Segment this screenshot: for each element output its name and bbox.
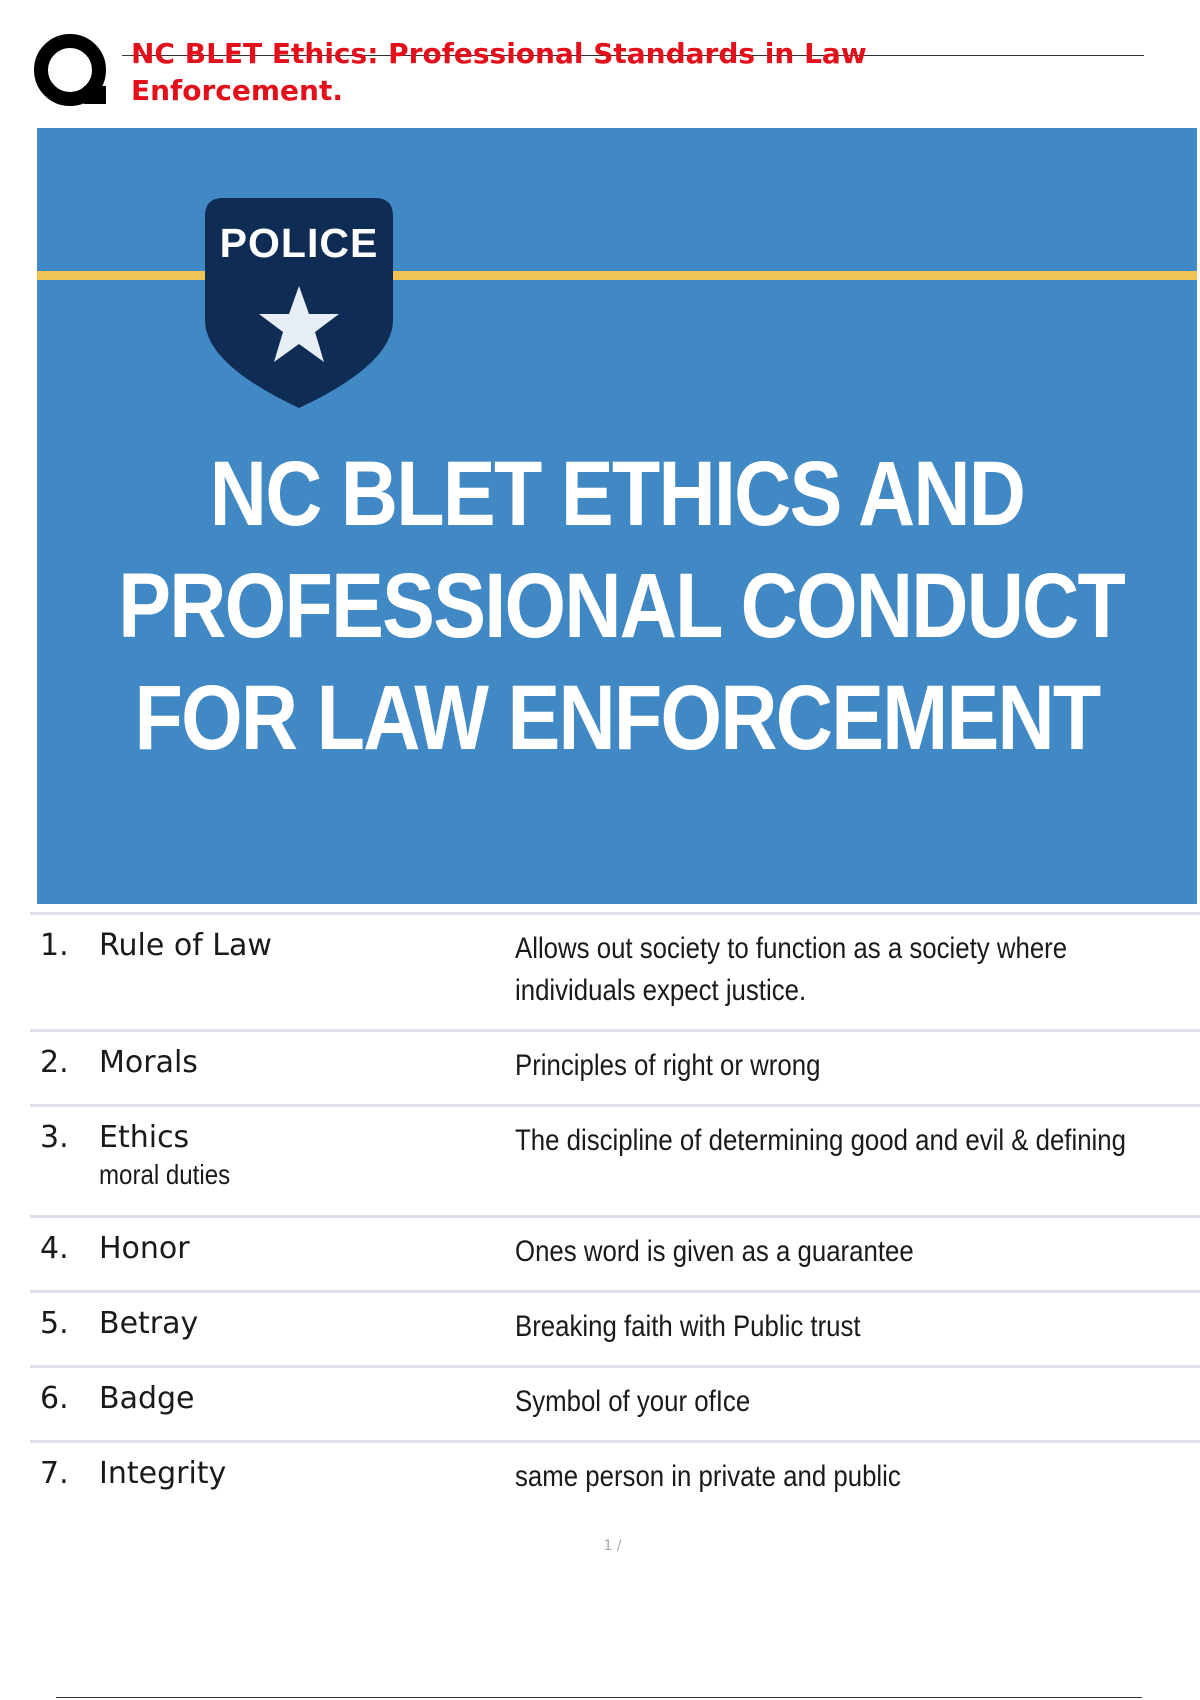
police-badge bbox=[205, 198, 393, 408]
term-definition bbox=[515, 1045, 1175, 1087]
term-name-continued: moral duties bbox=[99, 1159, 231, 1190]
term-number: 6. bbox=[40, 1381, 69, 1416]
term-row bbox=[30, 1368, 1200, 1443]
term-definition bbox=[515, 1381, 1175, 1423]
term-number: 5. bbox=[40, 1306, 69, 1341]
term-definition bbox=[515, 1231, 1175, 1273]
q-logo-icon bbox=[32, 32, 112, 112]
document-header bbox=[32, 32, 1142, 112]
definition-line: Allows out society to function as a society where bbox=[515, 932, 1068, 965]
definition-line: same person in private and public bbox=[515, 1460, 901, 1493]
term-number: 4. bbox=[40, 1231, 69, 1266]
page-marker: 1 / bbox=[603, 1538, 622, 1554]
banner-heading-line: PROFESSIONAL CONDUCT bbox=[118, 555, 1125, 657]
term-definition bbox=[515, 1120, 1175, 1162]
definition-line: individuals expect justice. bbox=[515, 974, 807, 1007]
footer-rule bbox=[56, 1697, 1142, 1698]
banner-heading-line: NC BLET ETHICS AND bbox=[209, 443, 1025, 545]
term-row bbox=[30, 1293, 1200, 1368]
banner-heading bbox=[118, 438, 1125, 774]
term-name: Rule of Law bbox=[99, 928, 272, 963]
term-name: Integrity bbox=[99, 1456, 227, 1491]
banner-heading-line: FOR LAW ENFORCEMENT bbox=[134, 667, 1100, 769]
definition-line: Principles of right or wrong bbox=[515, 1049, 821, 1082]
term-row bbox=[30, 1032, 1200, 1107]
terms-table bbox=[30, 912, 1200, 1515]
definition-line: Ones word is given as a guarantee bbox=[515, 1235, 914, 1268]
term-name: Betray bbox=[99, 1306, 199, 1341]
document-title: NC BLET Ethics: Professional Standards in Law Enforcement. bbox=[131, 37, 867, 107]
term-name: Honor bbox=[99, 1231, 190, 1266]
term-name: Ethics bbox=[99, 1120, 190, 1155]
term-definition bbox=[515, 1306, 1175, 1348]
definition-line: Breaking faith with Public trust bbox=[515, 1310, 861, 1343]
definition-line: Symbol of your ofIce bbox=[515, 1385, 751, 1418]
term-row bbox=[30, 1443, 1200, 1515]
term-row bbox=[30, 1107, 1200, 1218]
term-number: 3. bbox=[40, 1120, 69, 1155]
star-icon bbox=[257, 282, 341, 366]
term-number: 2. bbox=[40, 1045, 69, 1080]
term-row bbox=[30, 915, 1200, 1032]
term-name: Morals bbox=[99, 1045, 198, 1080]
term-number: 7. bbox=[40, 1456, 69, 1491]
term-number: 1. bbox=[40, 928, 69, 963]
term-definition bbox=[515, 1456, 1175, 1498]
term-definition bbox=[515, 928, 1175, 1012]
cover-banner bbox=[37, 128, 1197, 904]
badge-label: POLICE bbox=[219, 220, 379, 266]
term-name: Badge bbox=[99, 1381, 195, 1416]
term-row bbox=[30, 1218, 1200, 1293]
definition-line: The discipline of determining good and evil & defining bbox=[515, 1124, 1126, 1157]
